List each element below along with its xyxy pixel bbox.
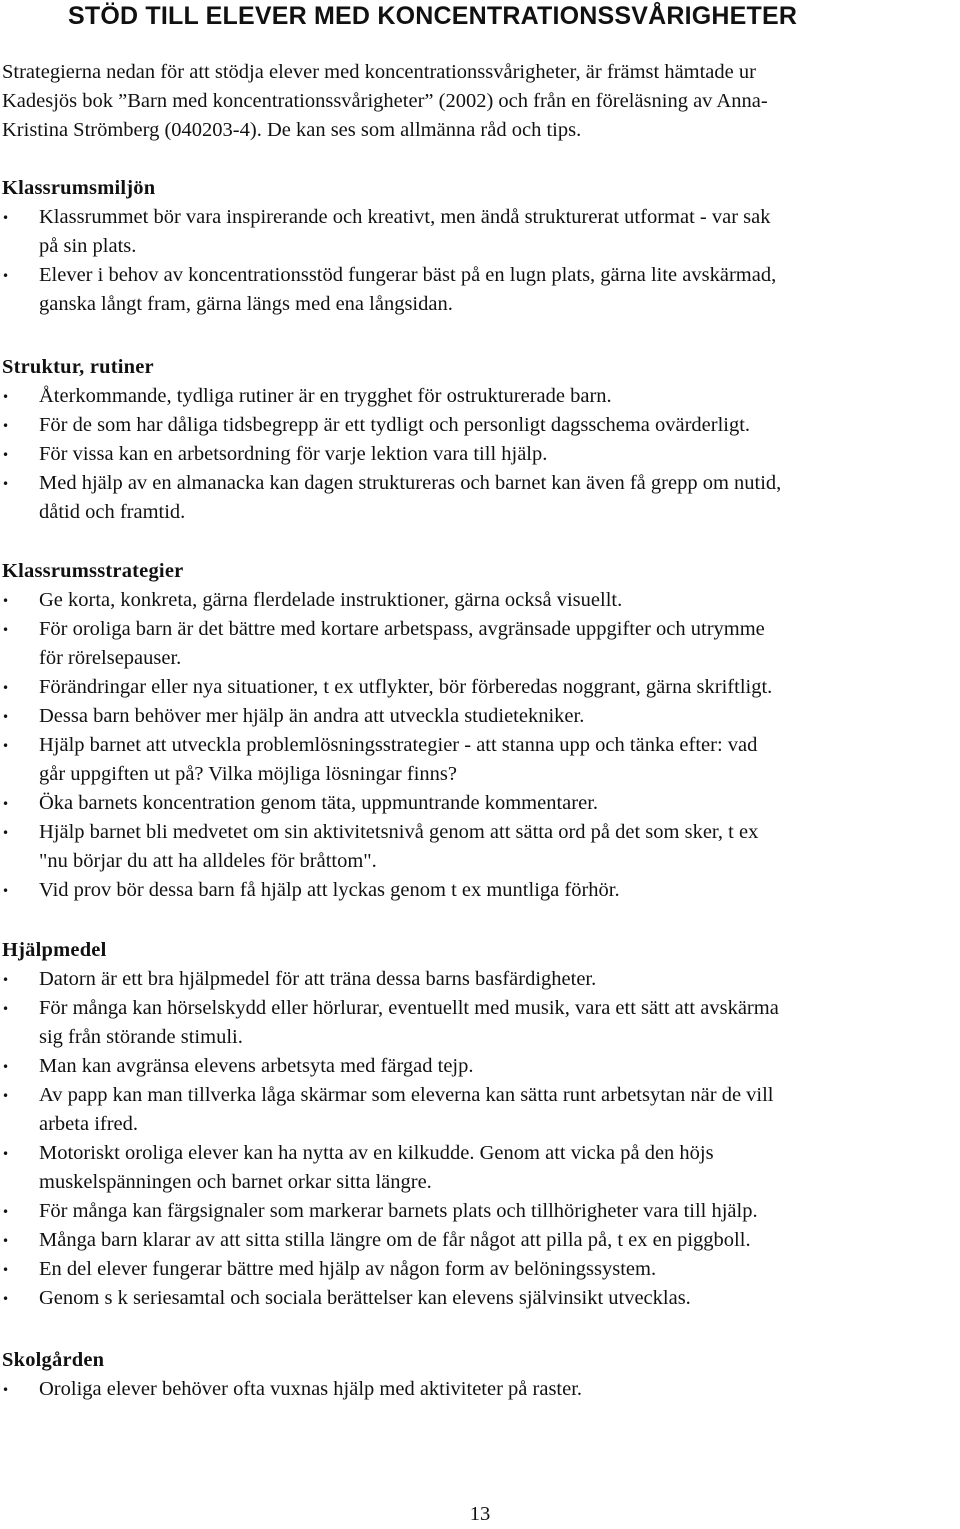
page-title: STÖD TILL ELEVER MED KONCENTRATIONSSVÅRIGHETER [68,2,798,30]
list-item [2,965,958,994]
bullet-icon: • [2,594,10,608]
list-item [2,469,958,527]
list-item [2,818,958,876]
item-text: För oroliga barn är det bättre med kortare arbetspass, avgränsade uppgifter och utrymme [39,618,765,640]
bullet-icon: • [2,973,10,987]
list-item [2,1081,958,1139]
item-text: Med hjälp av en almanacka kan dagen struktureras och barnet kan även få grepp om nutid, [39,472,782,494]
bullet-icon: • [2,477,10,491]
list-item [2,994,958,1052]
bullet-icon: • [2,1147,10,1161]
intro-paragraph [2,58,952,145]
list-item [2,731,958,789]
item-text: "nu börjar du att ha alldeles för bråttom". [39,850,377,872]
bullet-icon: • [2,419,10,433]
item-text: går uppgiften ut på? Vilka möjliga lösningar finns? [39,763,457,785]
bullet-icon: • [2,826,10,840]
item-text: Elever i behov av koncentrationsstöd fungerar bäst på en lugn plats, gärna lite avskärmad, [39,264,777,286]
list-item [2,586,958,615]
list-item [2,203,958,261]
bullet-icon: • [2,1234,10,1248]
bullet-icon: • [2,884,10,898]
bullet-icon: • [2,269,10,283]
list-item [2,382,958,411]
item-text: För många kan färgsignaler som markerar barnets plats och tillhörigheter vara till hjälp. [39,1200,758,1222]
bullet-list [2,1375,958,1404]
item-text: arbeta ifred. [39,1113,139,1135]
item-text: Motoriskt oroliga elever kan ha nytta av en kilkudde. Genom att vicka på den höjs [39,1142,714,1164]
bullet-icon: • [2,1292,10,1306]
list-item [2,615,958,673]
section-skolgarden [2,1346,958,1404]
item-text: Vid prov bör dessa barn få hjälp att lyckas genom t ex muntliga förhör. [39,879,620,901]
bullet-icon: • [2,710,10,724]
page-number: 13 [469,1503,491,1525]
item-text: En del elever fungerar bättre med hjälp av någon form av belöningssystem. [39,1258,657,1280]
item-text: För vissa kan en arbetsordning för varje lektion vara till hjälp. [39,443,548,465]
item-text: Hjälp barnet att utveckla problemlösningsstrategier - att stanna upp och tänka efter: vad [39,734,758,756]
intro-line: Strategierna nedan för att stödja elever med koncentrationssvårigheter, är främst hämtade ur [2,61,756,83]
intro-line: Kadesjös bok ”Barn med koncentrationssvårigheter” (2002) och från en föreläsning av Anna- [2,90,768,112]
bullet-icon: • [2,1060,10,1074]
bullet-icon: • [2,390,10,404]
bullet-list [2,382,958,527]
item-text: Återkommande, tydliga rutiner är en trygghet för ostrukturerade barn. [39,385,612,407]
bullet-icon: • [2,1383,10,1397]
list-item [2,1255,958,1284]
item-text: dåtid och framtid. [39,501,186,523]
section-heading: Struktur, rutiner [2,356,154,378]
bullet-icon: • [2,681,10,695]
item-text: Man kan avgränsa elevens arbetsyta med färgad tejp. [39,1055,474,1077]
list-item [2,673,958,702]
bullet-icon: • [2,739,10,753]
section-heading: Hjälpmedel [2,939,107,961]
section-heading: Skolgården [2,1349,105,1371]
section-klassrumsstrategier [2,557,958,905]
item-text: Oroliga elever behöver ofta vuxnas hjälp med aktiviteter på raster. [39,1378,583,1400]
section-struktur-rutiner [2,353,958,527]
list-item [2,876,958,905]
item-text: Många barn klarar av att sitta stilla längre om de får något att pilla på, t ex en piggboll. [39,1229,751,1251]
list-item [2,1226,958,1255]
section-hjalpmedel [2,936,958,1313]
item-text: Öka barnets koncentration genom täta, uppmuntrande kommentarer. [39,792,599,814]
item-text: Förändringar eller nya situationer, t ex utflykter, bör förberedas noggrant, gärna skriftligt. [39,676,773,698]
bullet-list [2,586,958,905]
section-klassrumsmiljon [2,174,958,319]
item-text: ganska långt fram, gärna längs med ena långsidan. [39,293,453,315]
item-text: Genom s k seriesamtal och sociala berättelser kan elevens självinsikt utvecklas. [39,1287,691,1309]
list-item [2,261,958,319]
bullet-icon: • [2,1205,10,1219]
bullet-icon: • [2,1089,10,1103]
item-text: Klassrummet bör vara inspirerande och kreativt, men ändå strukturerat utformat - var sak [39,206,771,228]
bullet-icon: • [2,1263,10,1277]
item-text: sig från störande stimuli. [39,1026,243,1048]
item-text: För många kan hörselskydd eller hörlurar, eventuellt med musik, vara ett sätt att avskärma [39,997,779,1019]
item-text: för rörelsepauser. [39,647,182,669]
bullet-icon: • [2,448,10,462]
item-text: muskelspänningen och barnet orkar sitta längre. [39,1171,432,1193]
bullet-list [2,203,958,319]
list-item [2,1052,958,1081]
item-text: För de som har dåliga tidsbegrepp är ett tydligt och personligt dagsschema ovärderligt. [39,414,751,436]
list-item [2,1284,958,1313]
list-item [2,1139,958,1197]
item-text: Dessa barn behöver mer hjälp än andra att utveckla studietekniker. [39,705,585,727]
list-item [2,1197,958,1226]
list-item [2,411,958,440]
bullet-icon: • [2,211,10,225]
section-heading: Klassrumsstrategier [2,560,184,582]
item-text: Ge korta, konkreta, gärna flerdelade instruktioner, gärna också visuellt. [39,589,623,611]
bullet-icon: • [2,1002,10,1016]
bullet-icon: • [2,797,10,811]
intro-line: Kristina Strömberg (040203-4). De kan ses som allmänna råd och tips. [2,119,582,141]
bullet-icon: • [2,623,10,637]
list-item [2,1375,958,1404]
item-text: Hjälp barnet bli medvetet om sin aktivitetsnivå genom att sätta ord på det som sker, t ex [39,821,759,843]
item-text: på sin plats. [39,235,137,257]
section-heading: Klassrumsmiljön [2,177,156,199]
item-text: Av papp kan man tillverka låga skärmar som eleverna kan sätta runt arbetsytan när de vill [39,1084,774,1106]
list-item [2,789,958,818]
list-item [2,440,958,469]
list-item [2,702,958,731]
bullet-list [2,965,958,1313]
item-text: Datorn är ett bra hjälpmedel för att träna dessa barns basfärdigheter. [39,968,597,990]
